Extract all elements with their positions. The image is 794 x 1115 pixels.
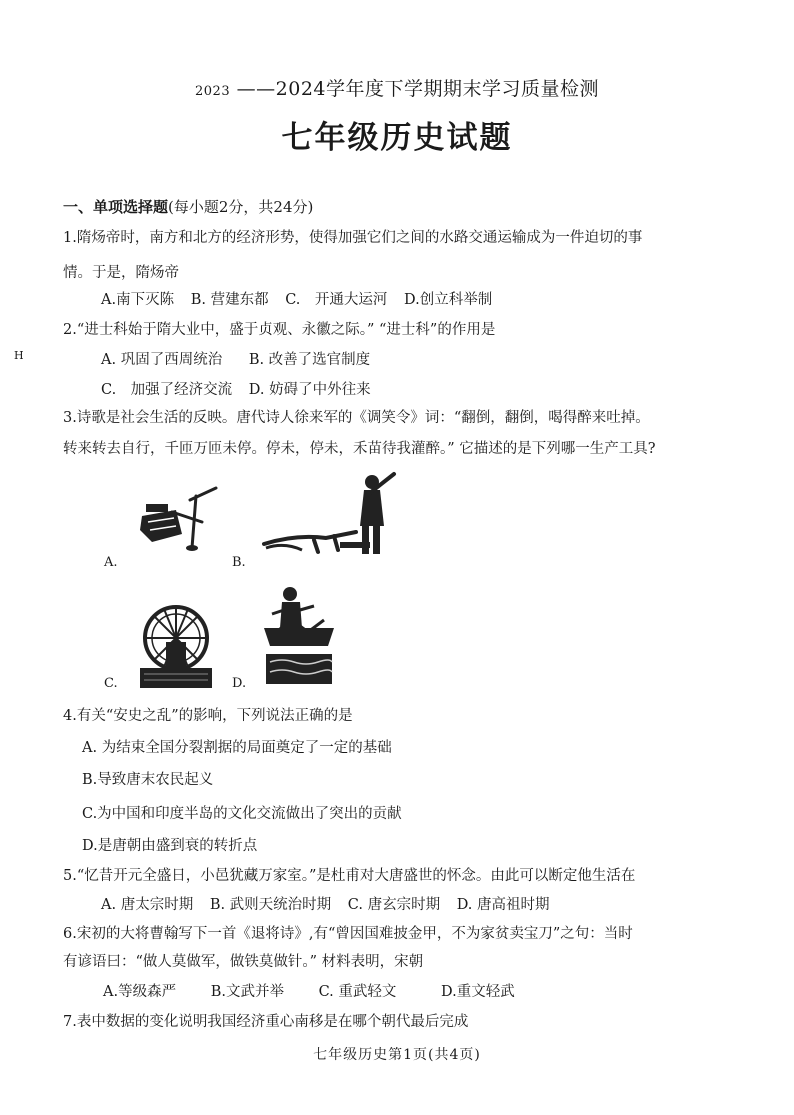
q6-option-d: D.重文轻武 [440, 984, 515, 1000]
margin-mark: H [14, 349, 24, 362]
q3-figure-label-d: D. [232, 676, 247, 691]
q3-figure-label-b: B. [232, 555, 246, 570]
q4-option-c: C.为中国和印度半岛的文化交流做出了突出的贡献 [82, 806, 402, 822]
q3-figure-label-a: A. [104, 555, 118, 570]
q5-option-b: B. 武则天统治时期 [209, 897, 332, 913]
exam-header [0, 74, 794, 101]
section-heading [63, 196, 313, 217]
header-rest: ——2024学年度下学期期末学习质量检测 [236, 78, 599, 100]
q2-line-1: 2.“进士科始于隋大业中，盛于贞观、永徽之际。” “进士科”的作用是 [63, 322, 496, 338]
water-wheel-image [140, 602, 212, 688]
header-year: 2023 [195, 84, 231, 99]
q6-line-2: 有谚语曰：“做人莫做军，做铁莫做针。” 材料表明，宋朝 [63, 954, 424, 970]
q5-option-d: D. 唐高祖时期 [456, 897, 550, 913]
q4-option-b: B.导致唐末农民起义 [82, 772, 214, 788]
curved-plough-farmer-image [256, 468, 404, 560]
q5-options [101, 893, 562, 914]
q1-option-d: D.创立科举制 [403, 292, 493, 308]
q1-options [101, 288, 504, 309]
q2-option-b: B. 改善了选官制度 [248, 352, 371, 368]
section-note: (每小题2分，共24分) [168, 198, 314, 216]
q1-option-c: C. 开通大运河 [285, 292, 388, 308]
q6-line-1: 6.宋初的大将曹翰写下一首《退将诗》,有“曾因国难披金甲，不为家贫卖宝刀”之句：当时 [63, 926, 633, 942]
page-footer: 七年级历史第1页(共4页) [313, 1047, 481, 1063]
q4-line-1: 4.有关“安史之乱”的影响，下列说法正确的是 [63, 708, 353, 724]
page-title: 七年级历史试题 [281, 120, 513, 156]
q2-option-d: D. 妨碍了中外往来 [248, 382, 371, 398]
q6-option-b: B.文武并举 [210, 984, 284, 1000]
q6-option-c: C. 重武轻文 [318, 984, 397, 1000]
q2-option-c: C. 加强了经济交流 [101, 382, 233, 398]
q5-option-c: C. 唐玄宗时期 [347, 897, 441, 913]
q3-line-2: 转来转去自行，千匝万匝未停。停未，停未，禾苗待我灌醉。” 它描述的是下列哪一生产工具? [63, 441, 656, 457]
q5-option-a: A. 唐太宗时期 [101, 897, 194, 913]
q1-line-1: 1.隋炀帝时，南方和北方的经济形势，使得加强它们之间的水路交通运输成为一件迫切的事 [63, 230, 643, 246]
q1-option-a: A.南下灭陈 [101, 292, 175, 308]
q1-option-b: B. 营建东都 [190, 292, 269, 308]
q6-option-a: A.等级森严 [103, 984, 177, 1000]
q2-options-row-1 [101, 348, 382, 369]
q2-options-row-2 [101, 378, 383, 399]
section-name: 一、单项选择题 [63, 198, 169, 216]
q2-option-a: A. 巩固了西周统治 [101, 352, 223, 368]
q5-line-1: 5.“忆昔开元全盛日，小邑犹藏万家室。”是杜甫对大唐盛世的怀念。由此可以断定他生活在 [63, 868, 636, 884]
q4-option-a: A. 为结束全国分裂割据的局面奠定了一定的基础 [82, 740, 392, 756]
treadle-water-lift-image [262, 584, 336, 690]
q1-line-2: 情。于是，隋炀帝 [63, 265, 179, 281]
q6-options [103, 980, 527, 1001]
q4-option-d: D.是唐朝由盛到衰的转折点 [82, 838, 258, 854]
plough-tool-image [132, 482, 222, 554]
q3-figure-label-c: C. [104, 676, 118, 691]
q3-line-1: 3.诗歌是社会生活的反映。唐代诗人徐来军的《调笑令》词：“翻倒，翻倒，喝得醉来吐掉。 [63, 410, 650, 426]
q7-line-1: 7.表中数据的变化说明我国经济重心南移是在哪个朝代最后完成 [63, 1014, 469, 1030]
